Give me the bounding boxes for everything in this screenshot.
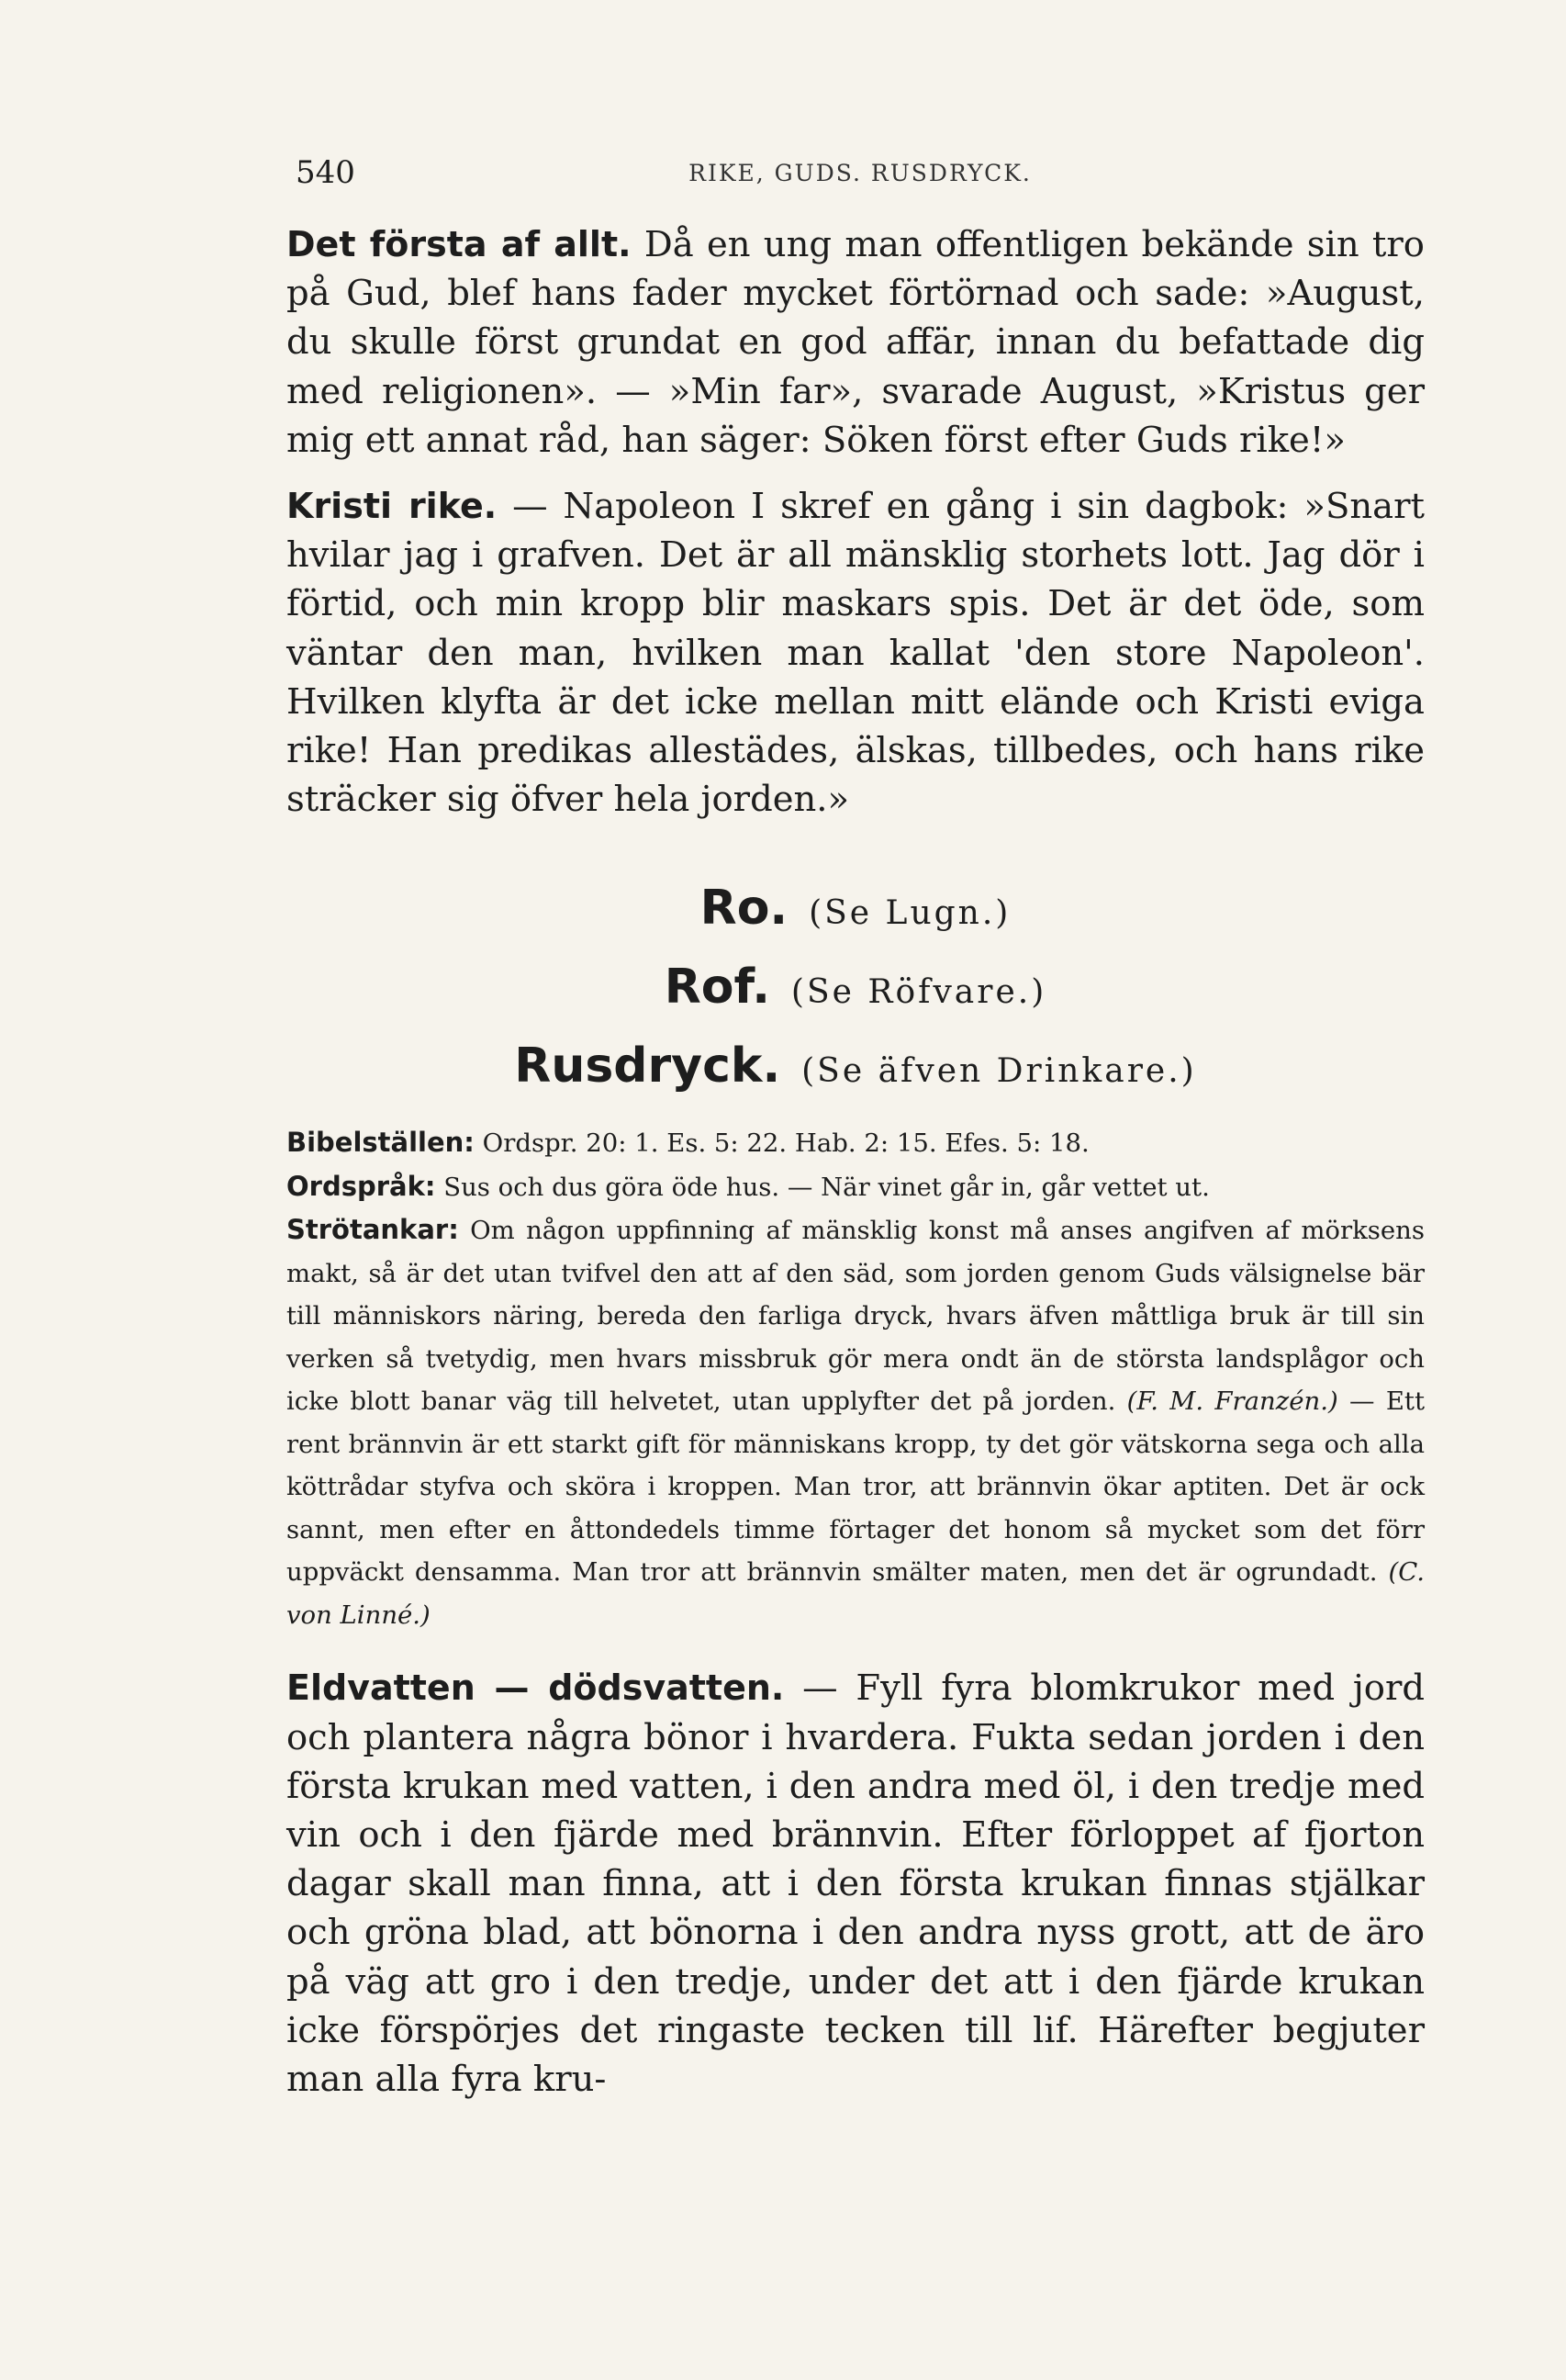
ref-rof: (Se Röfvare.): [790, 973, 1047, 1012]
text-eldvatten: — Fyll fyra blomkrukor med jord och plantera några bönor i hvardera. Fukta sedan jorden i den första krukan med vatten, i den andra med öl, i den tredje med vin och i den fjärde med brännvin. Efter förloppet af fjorton dagar skall man finna, att i den första krukan finnas stjälkar och gröna blad, att bönorna i den andra nyss grott, att de äro på väg att gro i den tredje, under det att i den fjärde krukan icke förspörjes det ringaste tecken till lif. Härefter begjuter man alla fyra kru-: [286, 1667, 1425, 2101]
text-ordsprak: Sus och dus göra öde hus. — När vinet går in, går vettet ut.: [443, 1172, 1210, 1202]
author-franzen: (F. M. Franzén.): [1126, 1386, 1338, 1417]
text-strotankar-2: — Ett rent brännvin är ett starkt gift för människans kropp, ty det gör vätskorna sega och alla köttrådar styfva och sköra i kroppen. Man tror, att brännvin ökar aptiten. Det är ock sannt, men efter en åttondedels timme förtager det honom så mycket som det förr uppväckt densamma. Man tror att brännvin smälter maten, men det är ogrundadt.: [286, 1386, 1426, 1588]
text-kristi-rike: — Napoleon I skref en gång i sin dagbok: »Snart hvilar jag i grafven. Det är all mänsklig storhets lott. Jag dör i förtid, och min kropp blir maskars spis. Det är det öde, som väntar den man, hvilken man kallat 'den store Napoleon'. Hvilken klyfta är det icke mellan mitt elände och Kristi eviga rike! Han predikas allestädes, älskas, tillbedes, och hans rike sträcker sig öfver hela jorden.»: [286, 486, 1425, 821]
entry-ro: [286, 871, 1425, 950]
heading-det-forsta: Det första af allt.: [286, 224, 632, 264]
paragraph-det-forsta: [286, 220, 1425, 465]
strotankar: [286, 1208, 1425, 1636]
entry-rof: [286, 950, 1425, 1029]
heading-eldvatten: Eldvatten — dödsvatten.: [286, 1667, 785, 1709]
page-header: [296, 154, 1425, 191]
author-linne: (C. von Linné.): [286, 1557, 1425, 1630]
ref-rusdryck: (Se äfven Drinkare.): [801, 1052, 1197, 1091]
ordsprak: [286, 1165, 1425, 1209]
paragraph-eldvatten: [286, 1664, 1425, 2104]
paragraph-kristi-rike: [286, 482, 1425, 824]
label-ordsprak: Ordspråk:: [286, 1170, 436, 1202]
page-body: [286, 220, 1425, 2104]
heading-ro: Ro.: [699, 881, 789, 937]
heading-kristi-rike: Kristi rike.: [286, 486, 498, 527]
page-number: 540: [296, 154, 355, 191]
ref-ro: (Se Lugn.): [809, 894, 1012, 933]
heading-rusdryck: Rusdryck.: [514, 1038, 781, 1095]
text-strotankar-1: Om någon uppfinning af mänsklig konst må anses angifven af mörksens makt, så är det utan tvifvel den att af den säd, som jorden genom Guds välsignelse bär till människors näring, bereda den farliga dryck, hvars äfven måttliga bruk är till sin verken så tvetydig, men hvars missbruk gör mera ondt än de största landsplågor och icke blott banar väg till helvetet, utan upplyfter det på jorden.: [286, 1216, 1426, 1417]
heading-rof: Rof.: [664, 960, 771, 1016]
label-bibelstallen: Bibelställen:: [286, 1127, 475, 1159]
text-det-forsta: Då en ung man offentligen bekände sin tro på Gud, blef hans fader mycket förtörnad och sade: »August, du skulle först grundat en god affär, innan du befattade dig med religionen». — »Min far», svarade August, »Kristus ger mig ett annat råd, han säger: Söken först efter Guds rike!»: [286, 224, 1425, 461]
label-strotankar: Strötankar:: [286, 1214, 459, 1246]
entry-rusdryck: [286, 1029, 1425, 1108]
running-head: RIKE, GUDS. RUSDRYCK.: [688, 160, 1032, 186]
text-bibelstallen: Ordspr. 20: 1. Es. 5: 22. Hab. 2: 15. Efes. 5: 18.: [482, 1128, 1090, 1159]
bibelstallen: [286, 1121, 1425, 1165]
